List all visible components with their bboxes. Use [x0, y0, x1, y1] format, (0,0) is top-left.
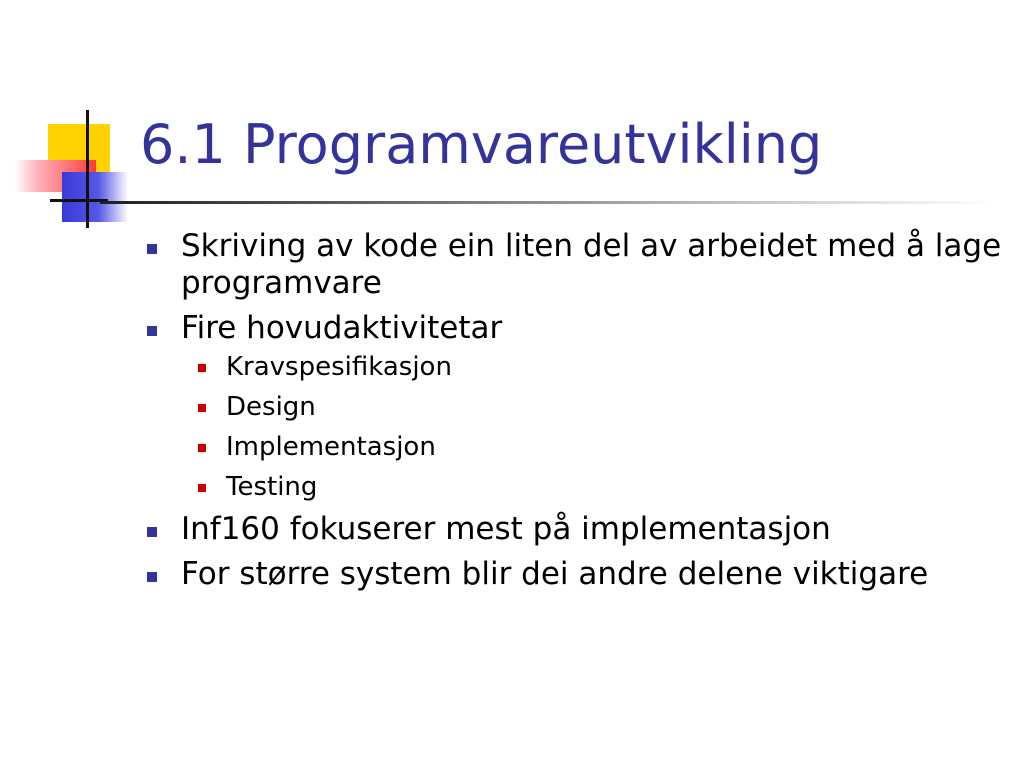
blue-square-decoration	[62, 172, 128, 222]
sub-bullet-item	[181, 471, 1005, 503]
bullet-marker-icon	[147, 244, 157, 254]
sub-bullet-item	[181, 351, 1005, 383]
slide-title: 6.1 Programvareutvikling	[140, 113, 823, 176]
sub-bullet-marker-icon	[198, 484, 206, 492]
sub-bullet-text: Implementasjon	[226, 432, 436, 462]
sub-bullet-marker-icon	[198, 444, 206, 452]
sub-bullet-marker-icon	[198, 364, 206, 372]
bullet-item	[145, 228, 1005, 302]
sub-bullet-text: Testing	[226, 472, 318, 502]
sub-bullet-text: Kravspesifikasjon	[226, 352, 452, 382]
bullet-text: For større system blir dei andre delene viktigare	[181, 556, 929, 592]
title-underline	[100, 201, 1000, 204]
bullet-text: Inf160 fokuserer mest på implementasjon	[181, 511, 831, 547]
bullet-item	[145, 310, 1005, 503]
corner-logo-graphic	[0, 0, 140, 240]
bullet-item	[145, 556, 1005, 593]
sub-bullet-text: Design	[226, 392, 316, 422]
vertical-line-decoration	[86, 110, 89, 228]
sub-bullet-item	[181, 391, 1005, 423]
bullet-marker-icon	[147, 572, 157, 582]
sub-bullet-marker-icon	[198, 404, 206, 412]
bullet-text: Fire hovudaktivitetar	[181, 310, 503, 346]
sub-bullet-item	[181, 431, 1005, 463]
bullet-marker-icon	[147, 326, 157, 336]
bullet-marker-icon	[147, 527, 157, 537]
bullet-list	[145, 228, 1005, 593]
bullet-item	[145, 511, 1005, 548]
sub-bullet-list	[181, 351, 1005, 503]
bullet-text: Skriving av kode ein liten del av arbeidet med å lage programvare	[181, 228, 1002, 301]
slide-content	[145, 228, 1005, 601]
